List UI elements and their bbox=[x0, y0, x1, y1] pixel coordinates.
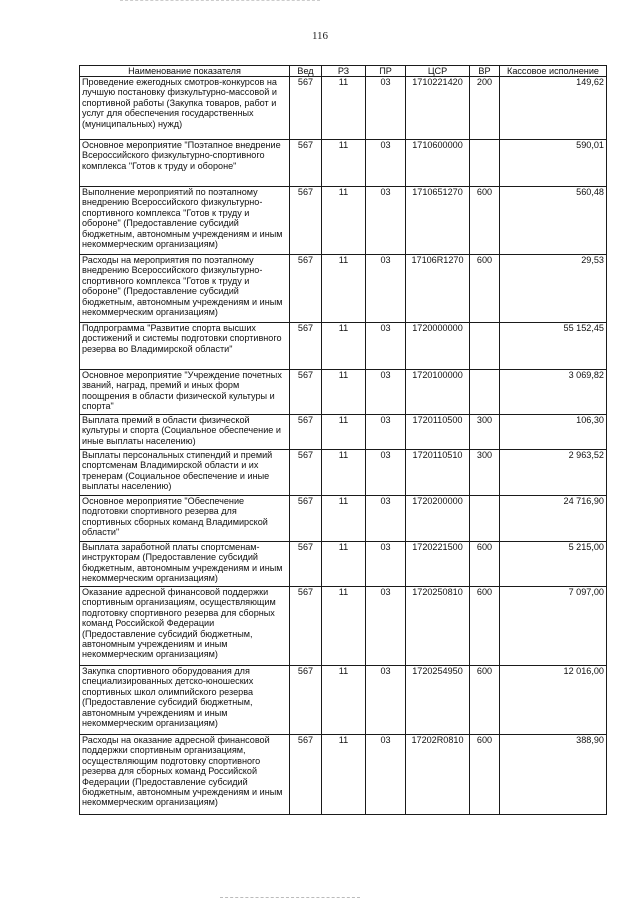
row-name: Расходы на мероприятия по поэтапному внедрению Всероссийского физкультурно-спортивного комплекса "Готов к труду и обороне" (Предоставление субсидий бюджетным, автономным учреждениям и иным некоммерческим организациям) bbox=[80, 255, 290, 323]
row-vr: 600 bbox=[470, 735, 500, 815]
table-row bbox=[80, 735, 607, 815]
table-row bbox=[80, 542, 607, 587]
row-pr: 03 bbox=[366, 140, 406, 187]
row-csr: 1720200000 bbox=[406, 496, 470, 542]
row-vr: 600 bbox=[470, 587, 500, 666]
scan-artifact-top bbox=[120, 0, 320, 2]
table-row bbox=[80, 370, 607, 415]
header-csr: ЦСР bbox=[406, 66, 470, 77]
row-name: Выполнение мероприятий по поэтапному внедрению Всероссийского физкультурно-спортивного комплекса "Готов к труду и обороне" (Предоставление субсидий бюджетным, автономным учреждениям и иным некоммерческим организациям) bbox=[80, 187, 290, 255]
row-csr: 1710221420 bbox=[406, 77, 470, 140]
row-ved: 567 bbox=[290, 735, 322, 815]
row-vr: 600 bbox=[470, 255, 500, 323]
header-ved: Вед bbox=[290, 66, 322, 77]
header-amount: Кассовое исполнение bbox=[500, 66, 607, 77]
row-amount: 7 097,00 bbox=[500, 587, 607, 666]
row-ved: 567 bbox=[290, 323, 322, 370]
row-rz: 11 bbox=[322, 666, 366, 735]
row-csr: 1720110510 bbox=[406, 450, 470, 496]
table-header-row bbox=[80, 66, 607, 77]
row-rz: 11 bbox=[322, 450, 366, 496]
row-csr: 1720100000 bbox=[406, 370, 470, 415]
row-ved: 567 bbox=[290, 140, 322, 187]
row-pr: 03 bbox=[366, 735, 406, 815]
row-rz: 11 bbox=[322, 255, 366, 323]
scan-artifact-bottom bbox=[220, 897, 360, 899]
page-number: 116 bbox=[311, 30, 329, 42]
row-name: Проведение ежегодных смотров-конкурсов на лучшую постановку физкультурно-массовой и спортивной работы (Закупка товаров, работ и услуг для обеспечения государственных (муниципальных) нужд) bbox=[80, 77, 290, 140]
row-amount: 3 069,82 bbox=[500, 370, 607, 415]
row-amount: 29,53 bbox=[500, 255, 607, 323]
row-pr: 03 bbox=[366, 666, 406, 735]
row-name: Выплата заработной платы спортсменам-инструкторам (Предоставление субсидий бюджетным, автономным учреждениям и иным некоммерческим организациям) bbox=[80, 542, 290, 587]
row-ved: 567 bbox=[290, 666, 322, 735]
budget-execution-table bbox=[79, 65, 607, 815]
row-amount: 388,90 bbox=[500, 735, 607, 815]
table-row bbox=[80, 496, 607, 542]
header-vr: ВР bbox=[470, 66, 500, 77]
row-pr: 03 bbox=[366, 450, 406, 496]
row-amount: 55 152,45 bbox=[500, 323, 607, 370]
row-amount: 5 215,00 bbox=[500, 542, 607, 587]
row-csr: 1720250810 bbox=[406, 587, 470, 666]
row-rz: 11 bbox=[322, 370, 366, 415]
row-rz: 11 bbox=[322, 415, 366, 450]
row-pr: 03 bbox=[366, 415, 406, 450]
row-vr: 600 bbox=[470, 542, 500, 587]
row-csr: 1720000000 bbox=[406, 323, 470, 370]
table-row bbox=[80, 587, 607, 666]
table-row bbox=[80, 77, 607, 140]
row-amount: 24 716,90 bbox=[500, 496, 607, 542]
row-amount: 12 016,00 bbox=[500, 666, 607, 735]
row-vr: 200 bbox=[470, 77, 500, 140]
row-name: Расходы на оказание адресной финансовой поддержки спортивным организациям, осуществляющим подготовку спортивного резерва для сборных команд Российской Федерации (Предоставление субсидий бюджетным, автономным учреждениям и иным некоммерческим организациям) bbox=[80, 735, 290, 815]
row-vr: 300 bbox=[470, 415, 500, 450]
row-rz: 11 bbox=[322, 323, 366, 370]
row-ved: 567 bbox=[290, 255, 322, 323]
row-csr: 1720110500 bbox=[406, 415, 470, 450]
row-vr bbox=[470, 140, 500, 187]
table-row bbox=[80, 140, 607, 187]
row-ved: 567 bbox=[290, 77, 322, 140]
row-ved: 567 bbox=[290, 370, 322, 415]
row-pr: 03 bbox=[366, 542, 406, 587]
row-rz: 11 bbox=[322, 496, 366, 542]
row-ved: 567 bbox=[290, 187, 322, 255]
row-csr: 1710600000 bbox=[406, 140, 470, 187]
row-amount: 590,01 bbox=[500, 140, 607, 187]
row-name: Основное мероприятие "Поэтапное внедрение Всероссийского физкультурно-спортивного комплекса "Готов к труду и обороне" bbox=[80, 140, 290, 187]
row-amount: 149,62 bbox=[500, 77, 607, 140]
row-pr: 03 bbox=[366, 77, 406, 140]
row-vr: 300 bbox=[470, 450, 500, 496]
row-ved: 567 bbox=[290, 587, 322, 666]
row-vr bbox=[470, 370, 500, 415]
row-vr bbox=[470, 323, 500, 370]
row-csr: 17106R1270 bbox=[406, 255, 470, 323]
row-amount: 2 963,52 bbox=[500, 450, 607, 496]
row-rz: 11 bbox=[322, 140, 366, 187]
row-vr: 600 bbox=[470, 666, 500, 735]
row-ved: 567 bbox=[290, 496, 322, 542]
row-pr: 03 bbox=[366, 496, 406, 542]
row-ved: 567 bbox=[290, 450, 322, 496]
row-csr: 1720221500 bbox=[406, 542, 470, 587]
table-row bbox=[80, 255, 607, 323]
row-pr: 03 bbox=[366, 323, 406, 370]
row-pr: 03 bbox=[366, 370, 406, 415]
row-ved: 567 bbox=[290, 542, 322, 587]
row-name: Основное мероприятие "Учреждение почетных званий, наград, премий и иных форм поощрения в области физической культуры и спорта" bbox=[80, 370, 290, 415]
row-pr: 03 bbox=[366, 587, 406, 666]
table-row bbox=[80, 450, 607, 496]
row-amount: 560,48 bbox=[500, 187, 607, 255]
header-name: Наименование показателя bbox=[80, 66, 290, 77]
table-row bbox=[80, 187, 607, 255]
row-csr: 17202R0810 bbox=[406, 735, 470, 815]
row-csr: 1720254950 bbox=[406, 666, 470, 735]
row-name: Основное мероприятие "Обеспечение подготовки спортивного резерва для спортивных сборных команд Владимирской области" bbox=[80, 496, 290, 542]
row-rz: 11 bbox=[322, 187, 366, 255]
row-name: Подпрограмма "Развитие спорта высших достижений и системы подготовки спортивного резерва во Владимирской области" bbox=[80, 323, 290, 370]
table-row bbox=[80, 415, 607, 450]
row-rz: 11 bbox=[322, 77, 366, 140]
row-ved: 567 bbox=[290, 415, 322, 450]
row-pr: 03 bbox=[366, 255, 406, 323]
row-vr bbox=[470, 496, 500, 542]
row-amount: 106,30 bbox=[500, 415, 607, 450]
row-name: Выплата премий в области физической культуры и спорта (Социальное обеспечение и иные выплаты населению) bbox=[80, 415, 290, 450]
row-pr: 03 bbox=[366, 187, 406, 255]
row-vr: 600 bbox=[470, 187, 500, 255]
header-pr: ПР bbox=[366, 66, 406, 77]
row-rz: 11 bbox=[322, 587, 366, 666]
table-row bbox=[80, 666, 607, 735]
table-row bbox=[80, 323, 607, 370]
row-rz: 11 bbox=[322, 735, 366, 815]
row-csr: 1710651270 bbox=[406, 187, 470, 255]
row-name: Выплаты персональных стипендий и премий спортсменам Владимирской области и их тренерам (Социальное обеспечение и иные выплаты населению) bbox=[80, 450, 290, 496]
table-body bbox=[80, 77, 607, 815]
row-name: Закупка спортивного оборудования для специализированных детско-юношеских спортивных школ олимпийского резерва (Предоставление субсидий бюджетным, автономным учреждениям и иным некоммерческим организациям) bbox=[80, 666, 290, 735]
header-rz: РЗ bbox=[322, 66, 366, 77]
row-rz: 11 bbox=[322, 542, 366, 587]
row-name: Оказание адресной финансовой поддержки спортивным организациям, осуществляющим подготовку спортивного резерва для сборных команд Российской Федерации (Предоставление субсидий бюджетным, автономным учреждениям и иным некоммерческим организациям) bbox=[80, 587, 290, 666]
